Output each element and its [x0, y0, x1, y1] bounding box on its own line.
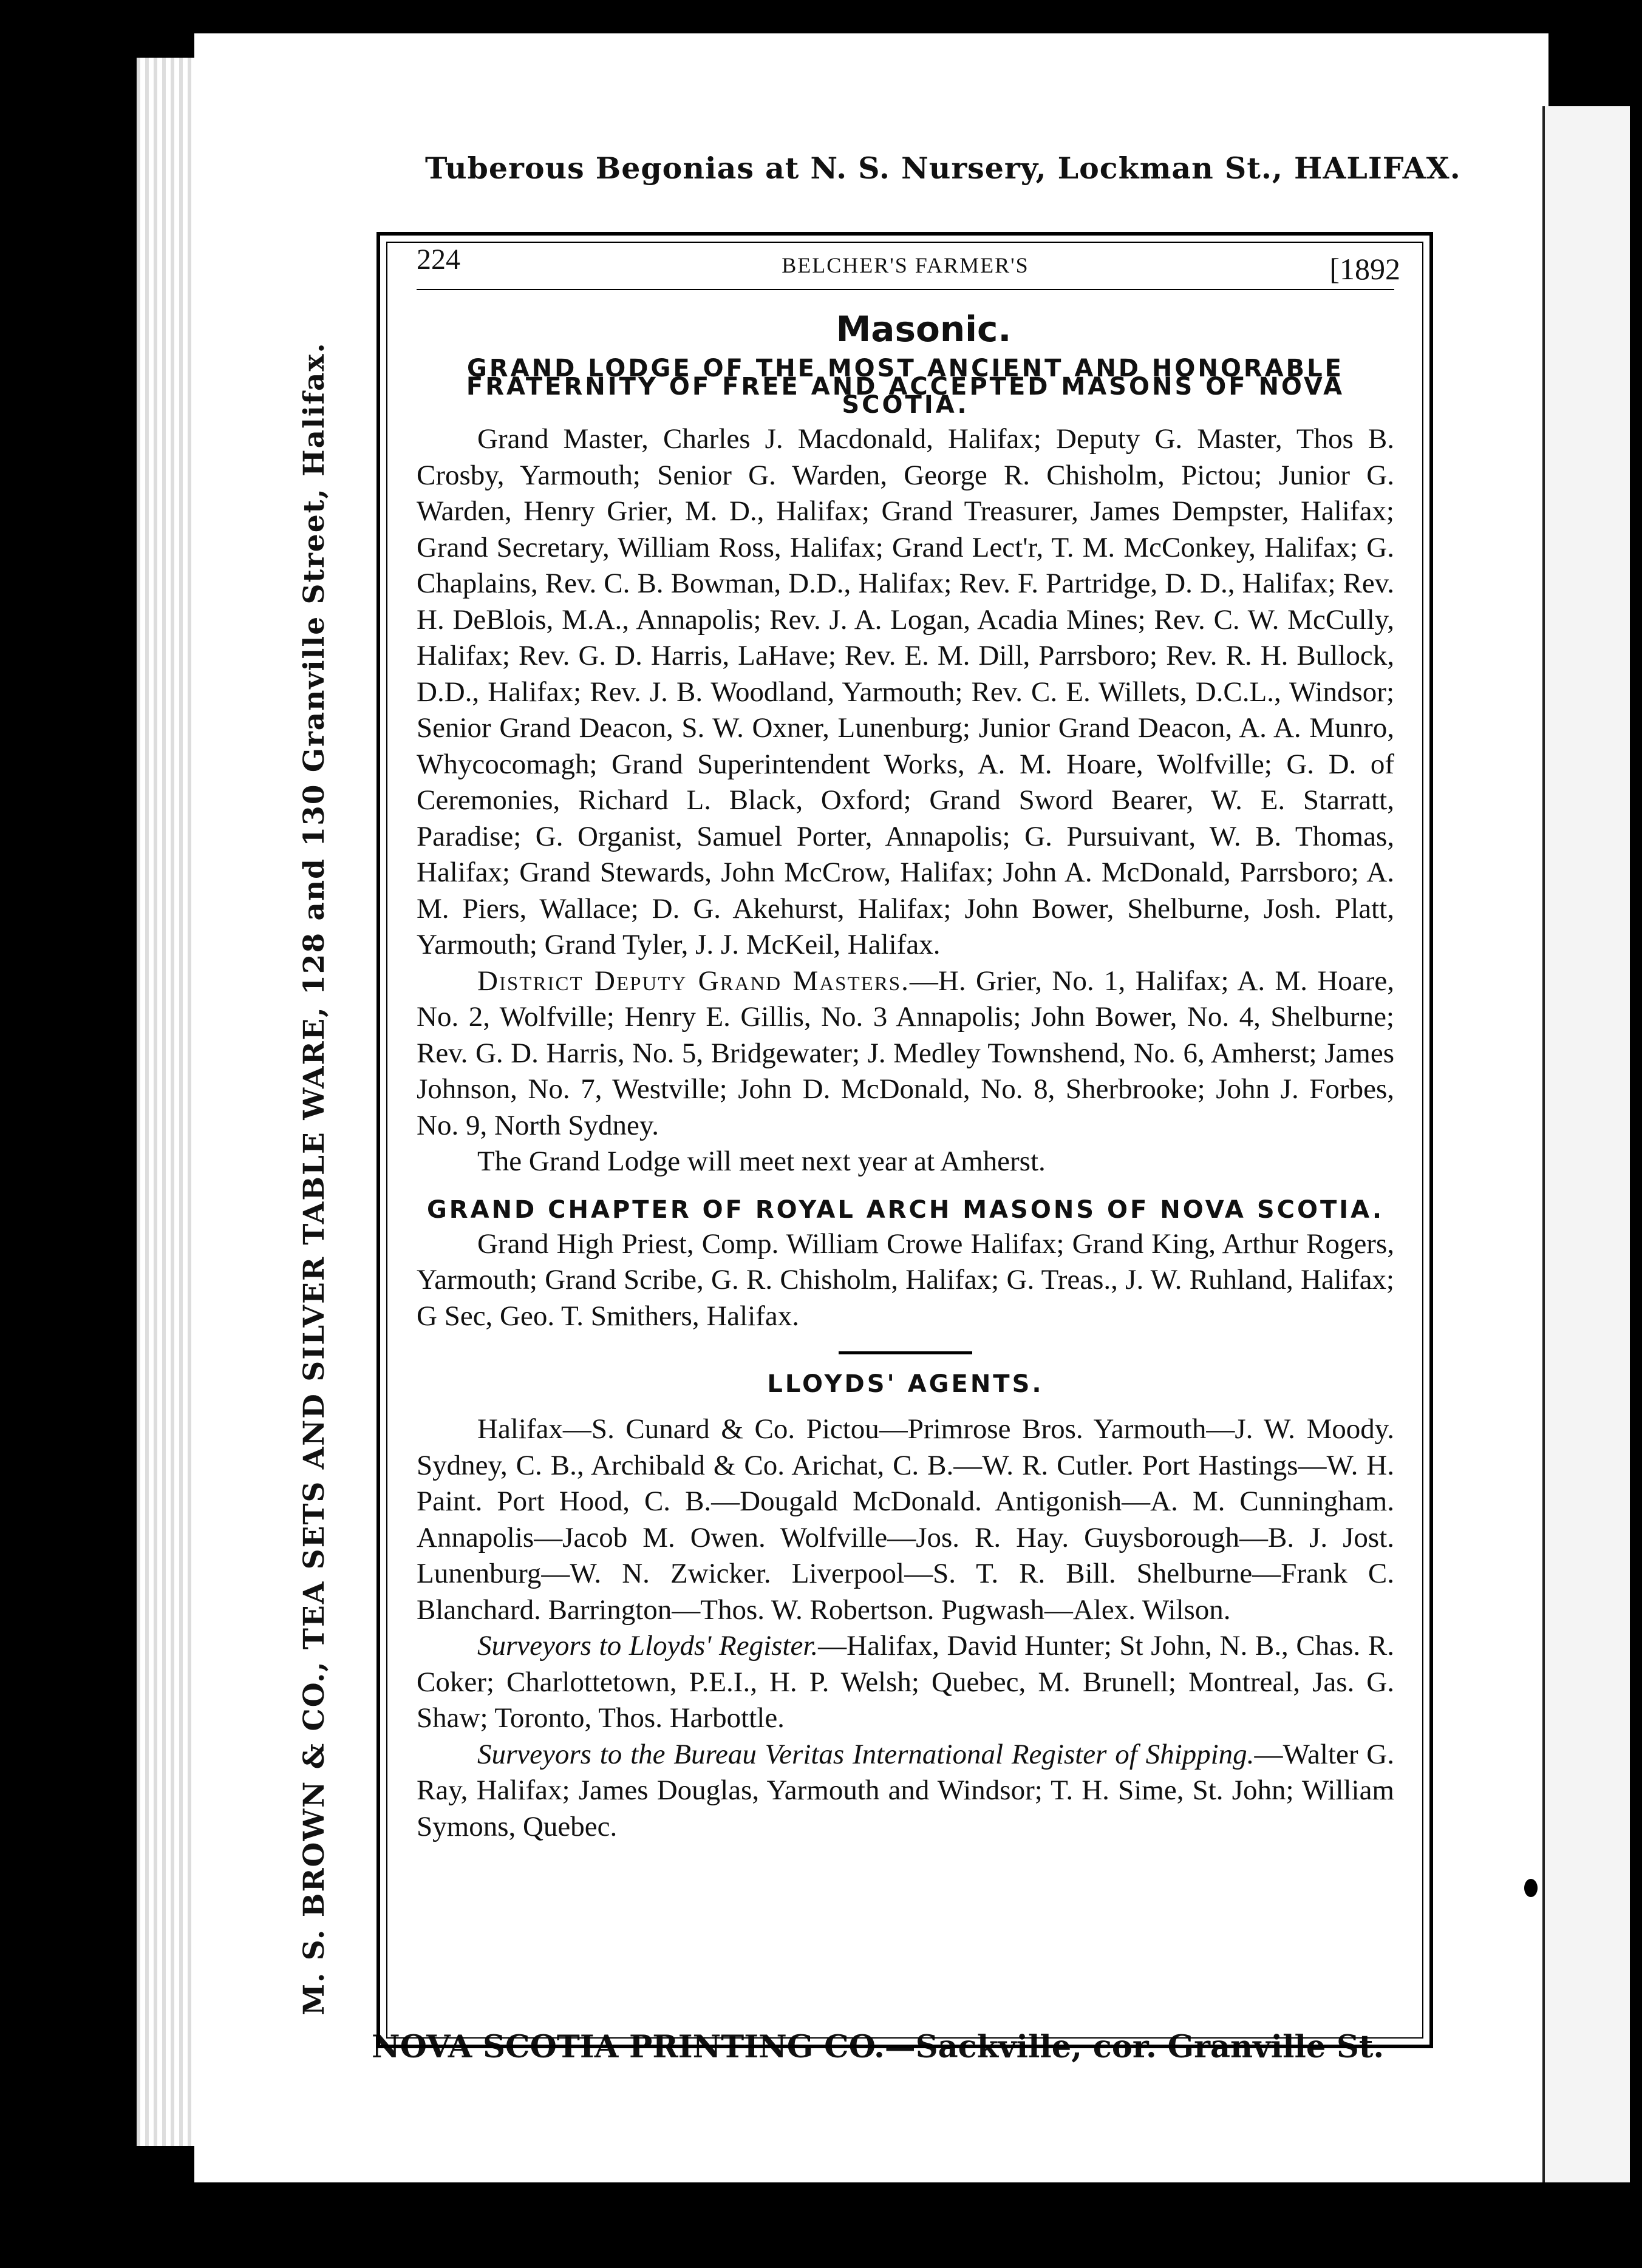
running-head: [417, 238, 1400, 287]
district-text: —H. Grier, No. 1, Halifax; A. M. Hoare, No. 2, Wolfville; Henry E. Gillis, No. 3 Annapolis; John Bower, No. 4, Shelburne; Rev. G. D. Harris, No. 5, Bridgewater; J. Medley Townshend, No. 6, Amherst; James Johnson, No. 7, Westville; John D. McDonald, No. 8, Sherbrooke; John J. Forbes, No. 9, North Sydney.: [417, 965, 1394, 1141]
veritas-surveyors: [417, 1737, 1394, 1845]
top-advertisement: Tuberous Begonias at N. S. Nursery, Lockman St., HALIFAX.: [425, 151, 1461, 186]
spacer: [417, 1180, 1394, 1192]
bottom-advertisement: NOVA SCOTIA PRINTING CO.—Sackville, cor. Granville St.: [372, 2029, 1385, 2065]
lloyds-surveyors: [417, 1628, 1394, 1737]
header-rule: [417, 289, 1394, 290]
surveyors-text: —Halifax, David Hunter; St John, N. B., Chas. R. Coker; Charlottetown, P.E.I., H. P. Welsh; Quebec, M. Brunell; Montreal, Jas. G. Shaw; Toronto, Thos. Harbottle.: [417, 1630, 1394, 1734]
grand-lodge-officers: Grand Master, Charles J. Macdonald, Halifax; Deputy G. Master, Thos B. Crosby, Yarmouth; Senior G. Warden, George R. Chisholm, Pictou; Junior G. Warden, Henry Grier, M. D., Halifax; Grand Treasurer, James Dempster, Halifax; Grand Secretary, William Ross, Halifax; Grand Lect'r, T. M. McConkey, Halifax; G. Chaplains, Rev. C. B. Bowman, D.D., Halifax; Rev. F. Partridge, D. D., Halifax; Rev. H. DeBlois, M.A., Annapolis; Rev. J. A. Logan, Acadia Mines; Rev. C. W. McCully, Halifax; Rev. G. D. Harris, LaHave; Rev. E. M. Dill, Parrsboro; Rev. R. H. Bullock, D.D., Halifax; Rev. J. B. Woodland, Yarmouth; Rev. C. E. Willets, D.C.L., Windsor; Senior Grand Deacon, S. W. Oxner, Lunenburg; Junior Grand Deacon, A. A. Munro, Whycocomagh; Grand Superintendent Works, A. M. Hoare, Wolfville; G. D. of Ceremonies, Richard L. Black, Oxford; Grand Sword Bearer, W. E. Starratt, Paradise; G. Organist, Samuel Porter, Annapolis; G. Pursuivant, W. B. Thomas, Halifax; Grand Stewards, John McCrow, Halifax; John A. McDonald, Parrsboro; A. M. Piers, Wallace; D. G. Akehurst, Halifax; John Bower, Shelburne, Josh. Platt, Yarmouth; Grand Tyler, J. J. McKeil, Halifax.: [417, 423, 1394, 960]
grand-chapter-heading: GRAND CHAPTER OF ROYAL ARCH MASONS OF NOVA SCOTIA.: [426, 1195, 1385, 1224]
ink-blot: [1524, 1879, 1538, 1897]
meeting-note: The Grand Lodge will meet next year at Amherst.: [477, 1146, 1046, 1177]
running-title: BELCHER'S FARMER'S: [782, 253, 1029, 277]
lloyds-heading: LLOYDS' AGENTS.: [767, 1370, 1044, 1398]
page-number: 224: [417, 243, 460, 276]
surveyors-label: Surveyors to Lloyds' Register.: [477, 1630, 819, 1662]
facing-page-edge: [1542, 106, 1630, 2182]
veritas-text: —Walter G. Ray, Halifax; James Douglas, Yarmouth and Windsor; T. H. Sime, St. John; William Symons, Quebec.: [417, 1738, 1394, 1842]
district-deputies: [417, 963, 1394, 1144]
side-advertisement: M. S. BROWN & CO., TEA SETS AND SILVER TABLE WARE, 128 and 130 Granville Street, Halifax.: [298, 342, 331, 2015]
section-divider: [839, 1351, 972, 1354]
year-label: [1892: [1329, 252, 1400, 286]
district-label: District Deputy Grand Masters.: [477, 965, 910, 997]
grand-chapter-text: Grand High Priest, Comp. William Crowe Halifax; Grand King, Arthur Rogers, Yarmouth; Grand Scribe, G. R. Chisholm, Halifax; G. Treas., J. W. Ruhland, Halifax; G Sec, Geo. T. Smithers, Halifax.: [417, 1227, 1394, 1332]
grand-lodge-heading: GRAND LODGE OF THE MOST ANCIENT AND HONORABLE FRATERNITY OF FREE AND ACCEPTED MASONS OF NOVA SCOTIA.: [466, 355, 1345, 419]
page-content: [417, 238, 1400, 1845]
veritas-label: Surveyors to the Bureau Veritas International Register of Shipping.: [477, 1738, 1255, 1770]
section-title: Masonic.: [836, 308, 1012, 350]
page-frame: [376, 232, 1433, 2048]
lloyds-agents: Halifax—S. Cunard & Co. Pictou—Primrose Bros. Yarmouth—J. W. Moody. Sydney, C. B., Archibald & Co. Arichat, C. B.—W. R. Cutler. Port Hastings—W. H. Paint. Port Hood, C. B.—Dougald McDonald. Antigonish—A. M. Cunningham. Annapolis—Jacob M. Owen. Wolfville—Jos. R. Hay. Guysborough—B. J. Jost. Lunenburg—W. N. Zwicker. Liverpool—S. T. R. Bill. Shelburne—Frank C. Blanchard. Barrington—Thos. W. Robertson. Pugwash—Alex. Wilson.: [417, 1413, 1394, 1626]
